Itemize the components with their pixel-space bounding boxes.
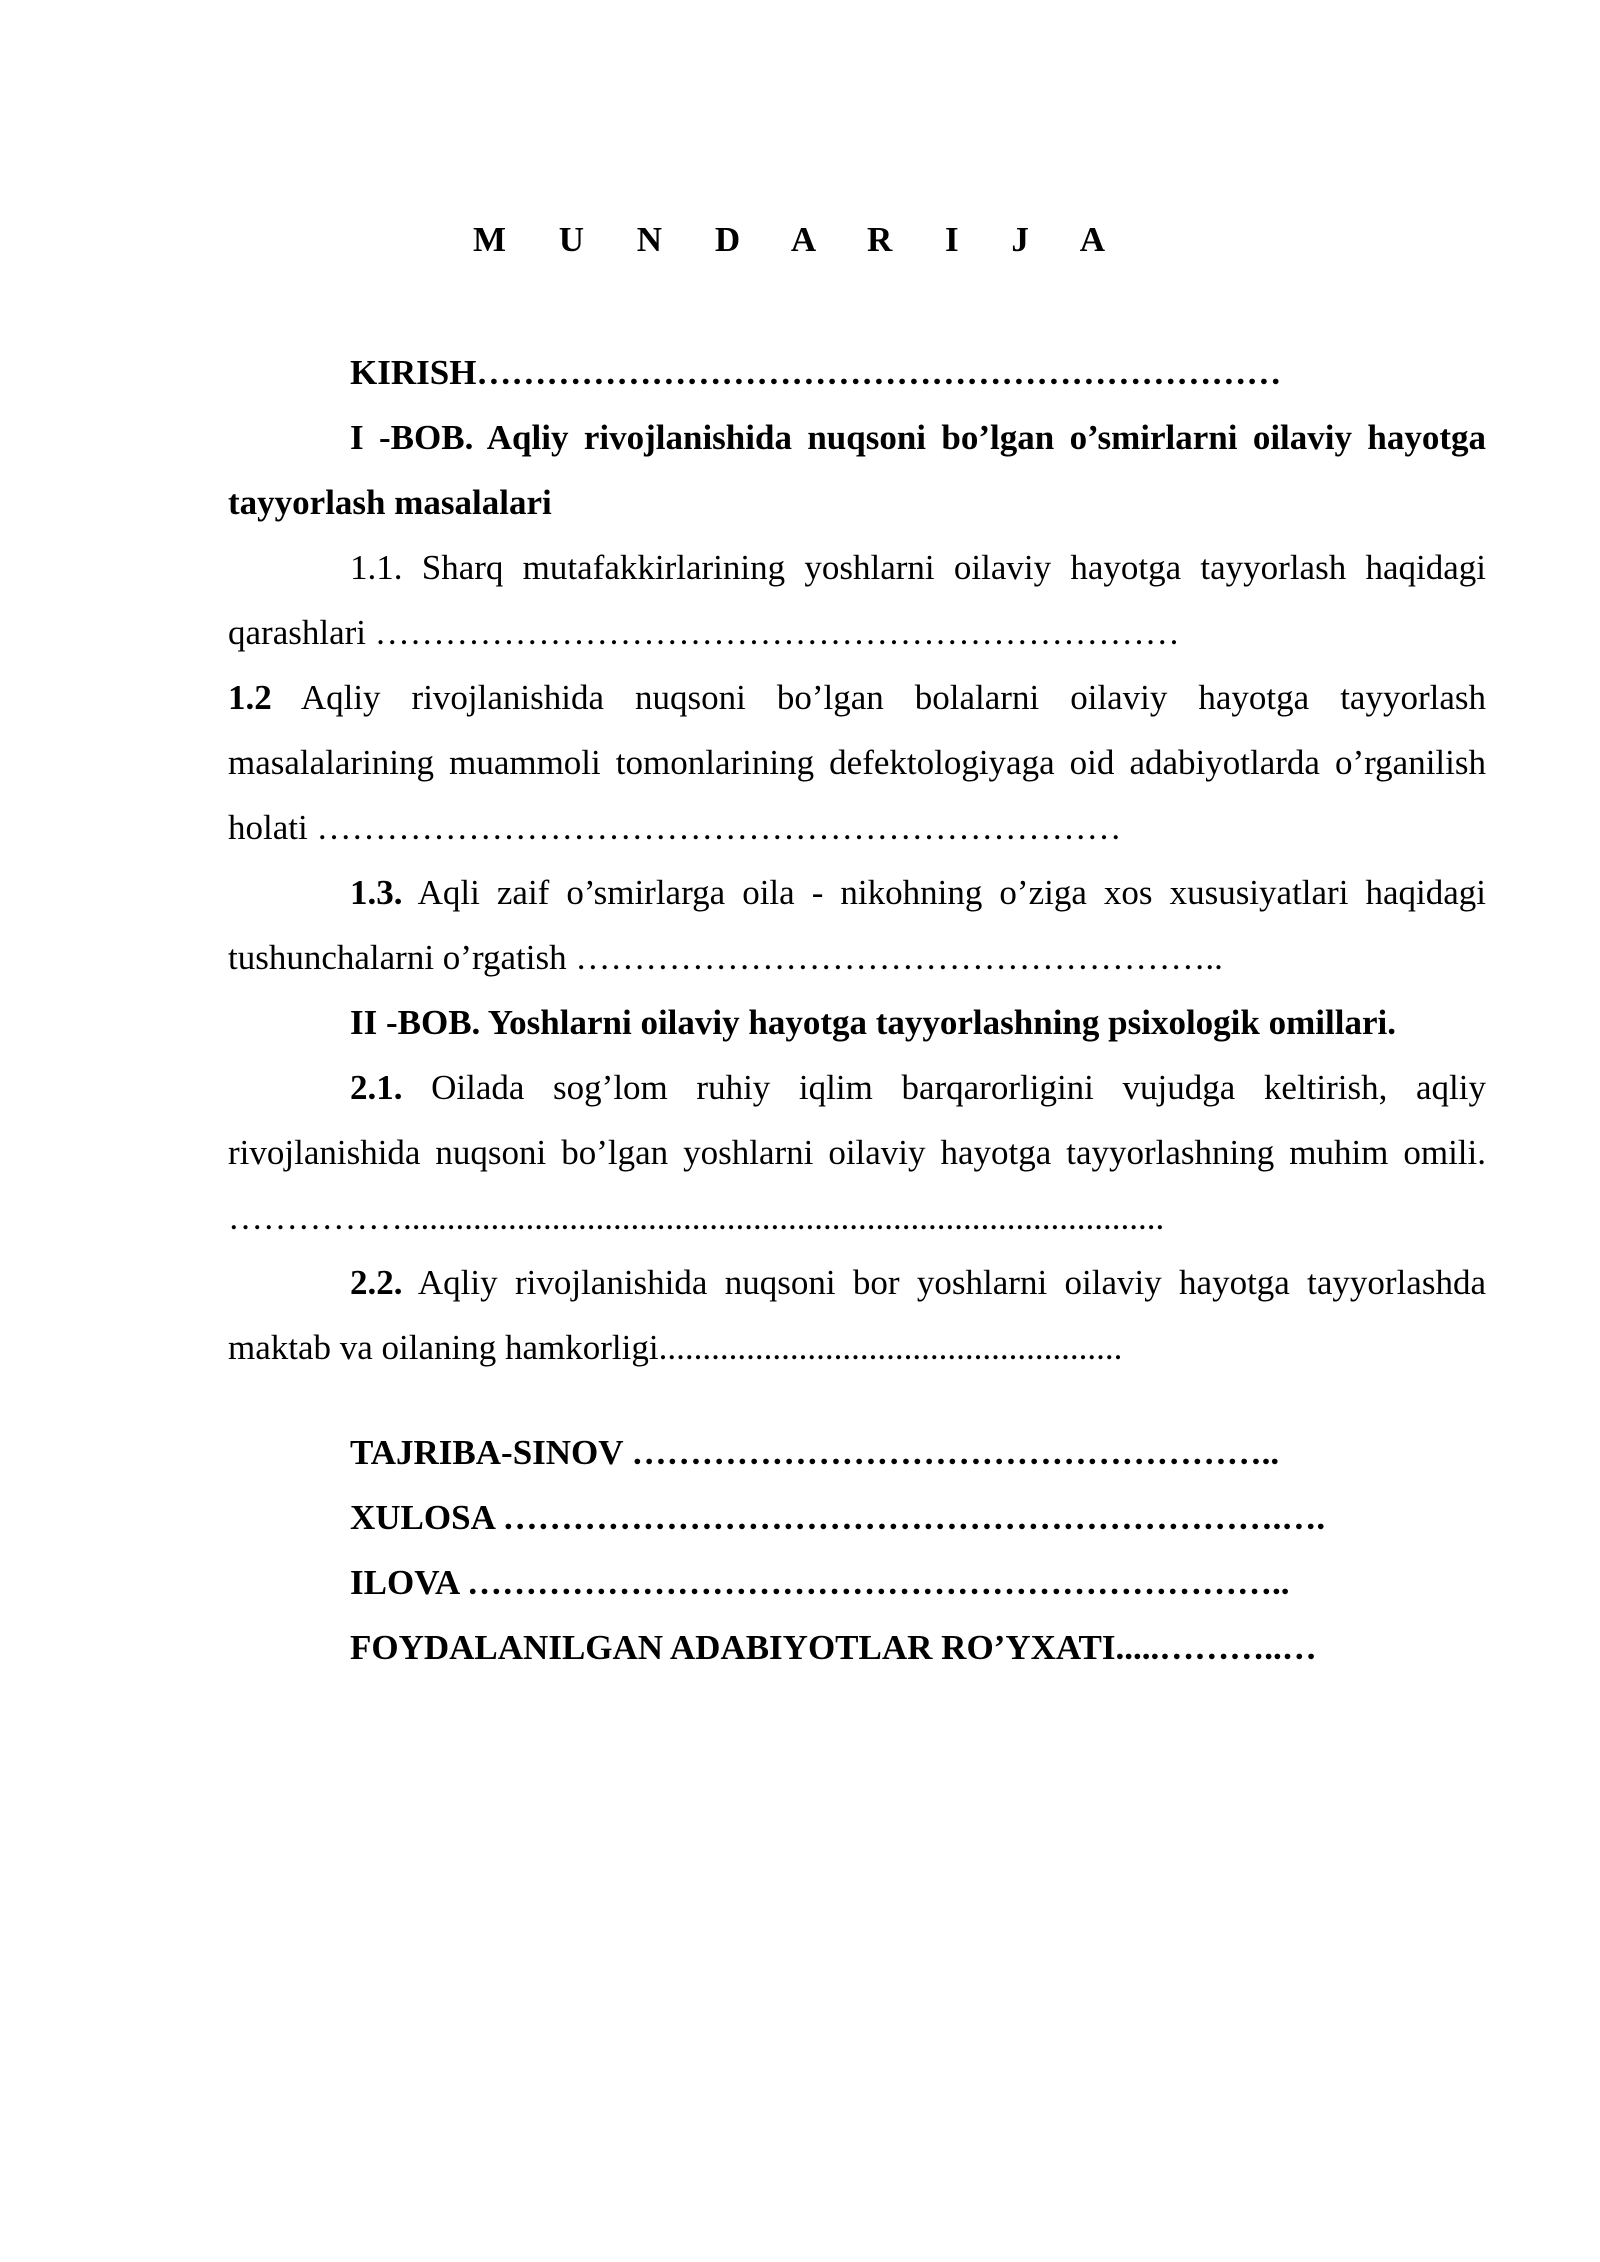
toc-entry-xulosa (228, 1485, 1486, 1550)
toc-section-number: 2.1. (350, 1068, 403, 1107)
toc-entry-text: KIRISH…………………………………………………………… (350, 353, 1282, 392)
toc-entry-text: 1.1. Sharq mutafakkirlarining yoshlarni oilaviy hayotga tayyorlash haqidagi qarashlari …………………………………………………………… (228, 548, 1486, 652)
toc-entry-text: Aqli zaif o’smirlarga oila - nikohning o’ziga xos xususiyatlari haqidagi tushunchalarni o’rgatish ……………………………………………….. (228, 873, 1486, 977)
toc-section-1-1 (228, 535, 1486, 665)
table-of-contents (228, 340, 1486, 1680)
toc-section-number: 2.2. (350, 1263, 403, 1302)
toc-entry-bibliography (228, 1615, 1486, 1680)
toc-entry-text: XULOSA ………………………………………………………….…. (350, 1498, 1326, 1537)
toc-entry-kirish (228, 340, 1486, 405)
toc-section-1-2 (228, 665, 1486, 860)
toc-section-number: 1.3. (350, 873, 403, 912)
toc-entry-tajriba-sinov (228, 1420, 1486, 1485)
toc-entry-text: Aqliy rivojlanishida nuqsoni bo’lgan bolalarni oilaviy hayotga tayyorlash masalalarining muammoli tomonlarining defektologiyaga oid adabiyotlarda o’rganilish holati …………………………………………………………… (228, 678, 1486, 847)
toc-entry-text: ILOVA …………………………………………………………….. (350, 1563, 1290, 1602)
toc-chapter-2-heading (228, 990, 1486, 1055)
page-title: M U N D A R I J A (472, 220, 1128, 259)
spacer (228, 1380, 1486, 1420)
toc-entry-text: Aqliy rivojlanishida nuqsoni bor yoshlarni oilaviy hayotga tayyorlashda maktab va oilaning hamkorligi..................................................... (228, 1263, 1486, 1367)
toc-chapter-1-heading (228, 405, 1486, 535)
toc-entry-text: II -BOB. Yoshlarni oilaviy hayotga tayyorlashning psixologik omillari. (350, 1003, 1396, 1042)
toc-entry-ilova (228, 1550, 1486, 1615)
toc-entry-text: TAJRIBA-SINOV ……………………………………………….. (350, 1433, 1280, 1472)
toc-section-number: 1.2 (228, 678, 272, 717)
toc-section-2-1 (228, 1055, 1486, 1250)
toc-entry-text: I -BOB. Aqliy rivojlanishida nuqsoni bo’lgan o’smirlarni oilaviy hayotga tayyorlash masalalari (228, 418, 1486, 522)
toc-entry-text: FOYDALANILGAN ADABIYOTLAR RO’YXATI.....………..… (350, 1628, 1317, 1667)
toc-entry-text: Oilada sog’lom ruhiy iqlim barqarorligini vujudga keltirish, aqliy rivojlanishida nuqsoni bo’lgan yoshlarni oilaviy hayotga tayyorlashning muhim omili. ……………....................................................................................... (228, 1068, 1486, 1237)
toc-section-1-3 (228, 860, 1486, 990)
toc-section-2-2 (228, 1250, 1486, 1380)
